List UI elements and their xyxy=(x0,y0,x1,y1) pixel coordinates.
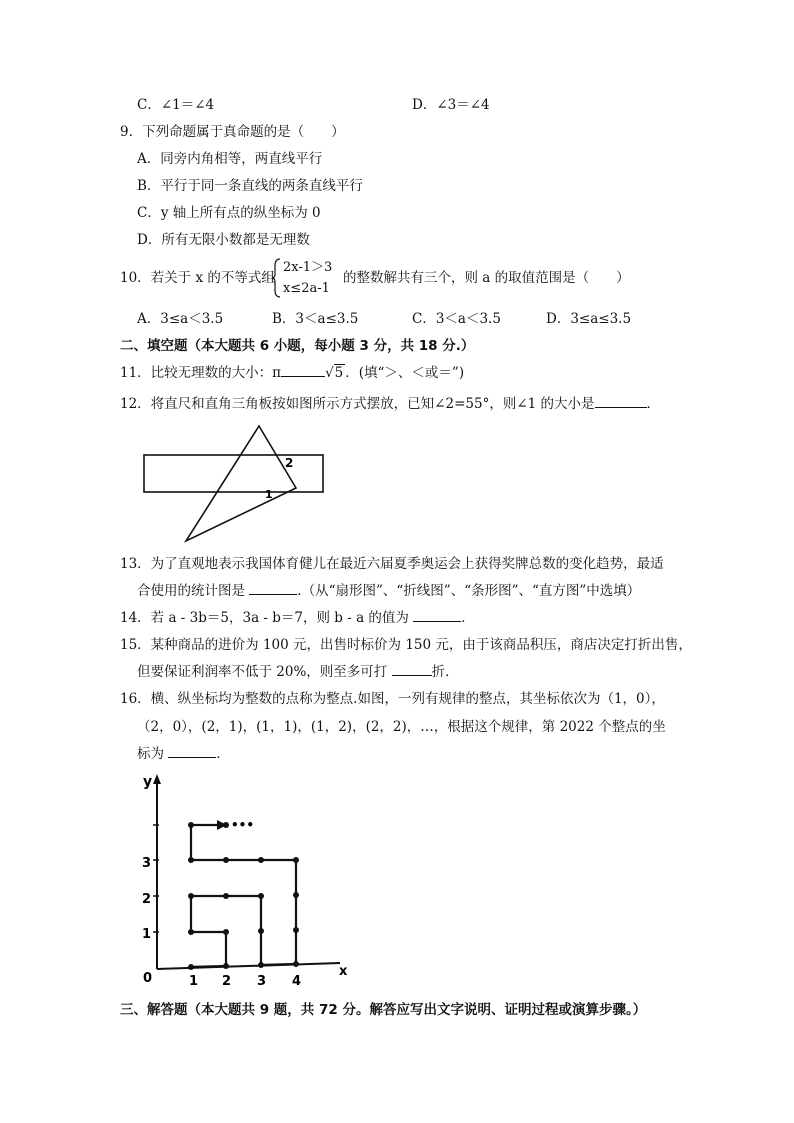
lattice-point xyxy=(223,963,229,969)
lattice-point xyxy=(188,857,194,863)
continuation-dots: ••• xyxy=(231,818,255,832)
q11 xyxy=(120,364,464,382)
lattice-point xyxy=(258,962,264,968)
q13-answer-blank[interactable] xyxy=(249,582,297,595)
q16-answer-blank[interactable] xyxy=(168,745,216,758)
q10-option-c: C．3＜a＜3.5 xyxy=(412,311,501,327)
lattice-point xyxy=(293,857,299,863)
triangle-shape xyxy=(186,426,296,541)
left-brace-icon xyxy=(271,258,281,298)
q12-end: ． xyxy=(646,396,661,412)
q10-inequality-1: 2x-1＞3 xyxy=(283,260,333,275)
q11-radicand: 5 xyxy=(334,365,344,381)
q14-end: ． xyxy=(461,610,475,626)
q13-line-2a: 合使用的统计图是 xyxy=(137,583,245,599)
q12-text: 12．将直尺和直角三角板按如图所示方式摆放，已知∠2=55°，则∠1 的大小是 xyxy=(120,396,595,412)
y-axis-label: y xyxy=(143,774,153,790)
q12 xyxy=(120,395,660,413)
q9-stem: 9．下列命题属于真命题的是（ ） xyxy=(120,124,345,140)
section-3-heading: 三、解答题（本大题共 9 题，共 72 分。解答应写出文字说明、证明过程或演算步骤。） xyxy=(120,1002,647,1018)
q16-line-3a: 标为 xyxy=(137,746,164,762)
lattice-point xyxy=(293,927,299,933)
q10-option-b: B．3＜a≤3.5 xyxy=(272,311,359,327)
q15-line-1: 15．某种商品的进价为 100 元，出售时标价为 150 元，由于该商品积压，商店决定打折出售， xyxy=(120,637,692,653)
q10-suffix: 的整数解共有三个，则 a 的取值范围是（ ） xyxy=(343,270,630,286)
lattice-point-graph xyxy=(135,768,360,988)
ruler-shape xyxy=(144,455,323,492)
lattice-point xyxy=(188,822,194,828)
lattice-point xyxy=(188,964,194,970)
lattice-point xyxy=(258,857,264,863)
x-tick-4: 4 xyxy=(292,974,302,988)
angle-2-label: 2 xyxy=(285,456,294,470)
q11-suffix: ．(填“＞、＜或＝”) xyxy=(345,365,465,381)
q9-option-d: D．所有无限小数都是无理数 xyxy=(137,232,310,248)
x-axis xyxy=(157,963,340,969)
q9-option-a: A．同旁内角相等，两直线平行 xyxy=(137,151,323,167)
origin-label: 0 xyxy=(143,971,153,986)
q15-answer-blank[interactable] xyxy=(392,663,432,676)
x-tick-1: 1 xyxy=(189,974,199,988)
q9-option-c: C．y 轴上所有点的纵坐标为 0 xyxy=(137,205,321,221)
q13-line-2 xyxy=(137,582,640,600)
lattice-point xyxy=(258,928,264,934)
lattice-point xyxy=(188,929,194,935)
x-tick-3: 3 xyxy=(257,974,267,988)
q16-line-2: （2，0），(2，1)，(1，1)，(1，2)，(2，2)，…，根据这个规律，第 2022 个整点的坐 xyxy=(137,719,666,735)
q15-line-2a: 但要保证利润率不低于 20%，则至多可打 xyxy=(137,664,388,680)
q12-answer-blank[interactable] xyxy=(595,395,647,408)
q16-line-1: 16．横、纵坐标均为整数的点称为整点.如图，一列有规律的整点，其坐标依次为（1，0）， xyxy=(120,691,665,707)
y-axis-arrow-icon xyxy=(153,774,161,784)
q11-prefix: 11．比较无理数的大小：π xyxy=(120,365,282,381)
lattice-point xyxy=(223,857,229,863)
lattice-point xyxy=(293,961,299,967)
q10-option-d: D．3≤a≤3.5 xyxy=(546,311,632,327)
x-axis-label: x xyxy=(339,964,348,979)
q9-option-b: B．平行于同一条直线的两条直线平行 xyxy=(137,178,363,194)
q14-text: 14．若 a - 3b＝5，3a - b＝7，则 b - a 的值为 xyxy=(120,610,409,626)
q8-option-d: D．∠3＝∠4 xyxy=(412,97,490,113)
q11-answer-blank[interactable] xyxy=(281,364,325,377)
q10-inequality-2: x≤2a-1 xyxy=(283,281,330,296)
q10-option-a: A．3≤a＜3.5 xyxy=(137,311,224,327)
q16-line-3b: ． xyxy=(216,746,230,762)
ruler-triangle-figure xyxy=(140,420,330,550)
lattice-point xyxy=(293,892,299,898)
lattice-point xyxy=(223,822,229,828)
y-tick-1: 1 xyxy=(142,927,152,942)
q10-prefix: 10．若关于 x 的不等式组 xyxy=(120,270,275,286)
q8-option-c: C．∠1＝∠4 xyxy=(137,97,215,113)
q13-line-1: 13．为了直观地表示我国体育健儿在最近六届夏季奥运会上获得奖牌总数的变化趋势，最适 xyxy=(120,556,664,572)
q13-line-2b: .（从“扇形图”、“折线图”、“条形图”、“直方图”中选填） xyxy=(297,583,641,599)
x-tick-2: 2 xyxy=(222,974,232,988)
lattice-point xyxy=(223,929,229,935)
q15-line-2 xyxy=(137,663,459,681)
lattice-path xyxy=(191,825,296,967)
q14 xyxy=(120,609,475,627)
q15-line-2b: 折． xyxy=(431,664,459,680)
lattice-point xyxy=(223,893,229,899)
sqrt-symbol: √5 xyxy=(325,365,344,381)
section-2-heading: 二、填空题（本大题共 6 小题，每小题 3 分，共 18 分.） xyxy=(120,338,475,354)
lattice-point xyxy=(188,893,194,899)
y-tick-2: 2 xyxy=(142,892,152,907)
y-tick-3: 3 xyxy=(142,856,152,871)
q16-line-3 xyxy=(137,745,230,763)
lattice-point xyxy=(258,893,264,899)
angle-1-label: 1 xyxy=(265,488,273,501)
q14-answer-blank[interactable] xyxy=(413,609,461,622)
